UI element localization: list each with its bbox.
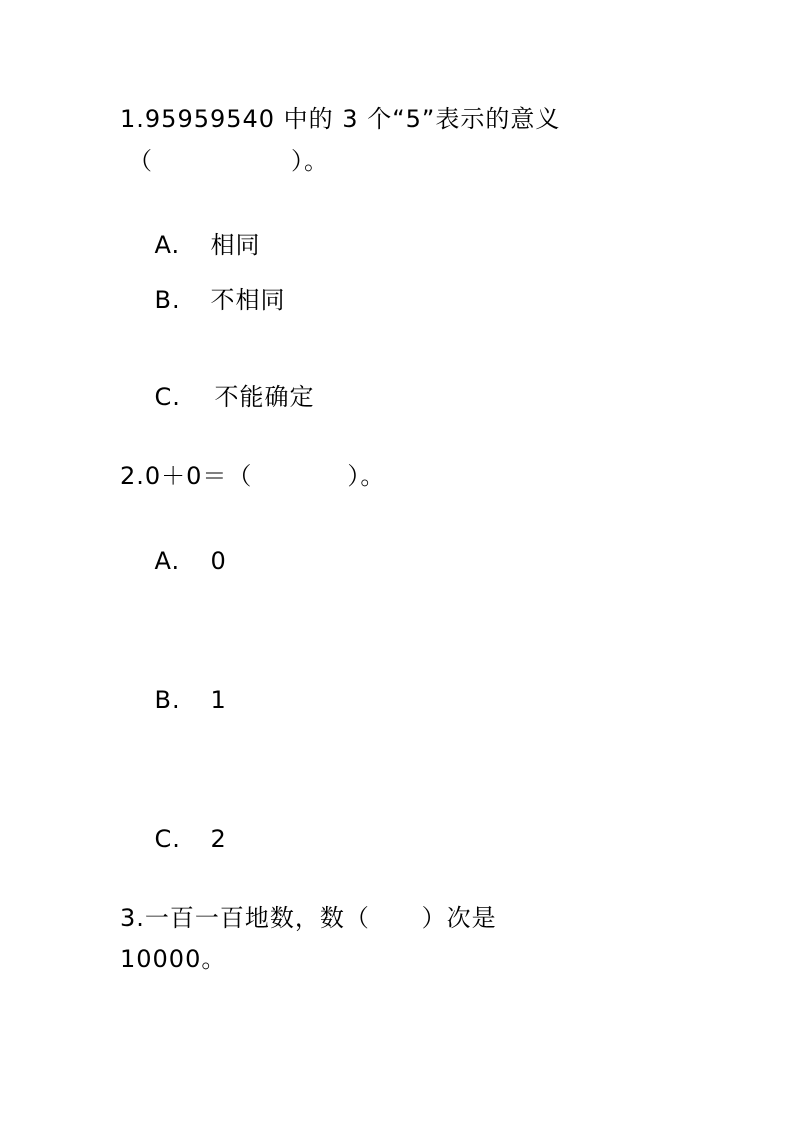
question-3-stem: 3.一百一百地数，数（ ）次是 bbox=[120, 904, 497, 932]
question-1-stem: 1.95959540 中的 3 个“5”表示的意义 bbox=[120, 105, 561, 133]
option-letter: A. bbox=[154, 547, 181, 575]
question-1-answer-blank: （ ）。 bbox=[128, 147, 330, 175]
option-text: 相同 bbox=[210, 231, 261, 259]
option-letter: B. bbox=[154, 286, 181, 314]
question-3-stem-continued: 10000。 bbox=[120, 945, 227, 973]
question-2-option-c bbox=[120, 794, 227, 884]
option-text: 0 bbox=[210, 547, 227, 575]
question-2-option-b bbox=[120, 655, 227, 745]
option-letter: C. bbox=[154, 825, 181, 853]
option-letter: C. bbox=[154, 383, 181, 411]
option-letter: A. bbox=[154, 231, 181, 259]
option-letter: B. bbox=[154, 686, 181, 714]
option-text: 2 bbox=[210, 825, 227, 853]
question-1-option-b bbox=[120, 255, 286, 345]
option-text: 1 bbox=[210, 686, 227, 714]
question-1-option-c bbox=[120, 352, 315, 442]
question-2-stem: 2.0＋0＝（ ）。 bbox=[120, 462, 386, 490]
option-text: 不能确定 bbox=[214, 383, 315, 411]
option-text: 不相同 bbox=[210, 286, 286, 314]
question-2-option-a bbox=[120, 516, 227, 606]
